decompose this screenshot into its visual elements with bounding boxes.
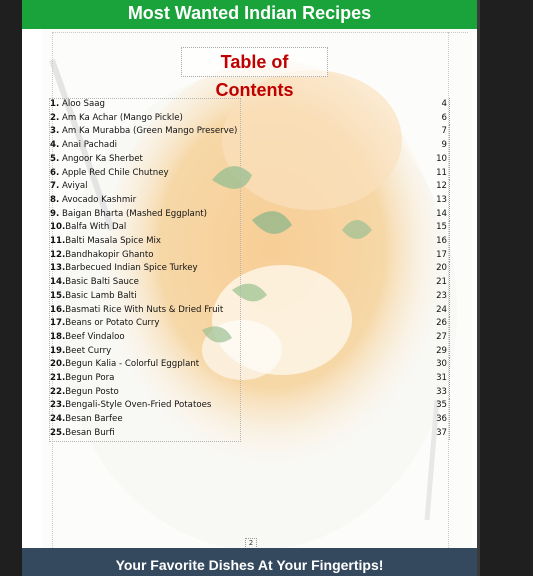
toc-entry[interactable] <box>50 167 450 180</box>
toc-entry[interactable] <box>50 221 450 234</box>
toc-entry-title: Baigan Bharta (Mashed Eggplant) <box>61 208 207 219</box>
toc-entry-title: Balfa With Dal <box>65 222 127 233</box>
toc-entry[interactable] <box>50 194 450 207</box>
toc-entry-page: 24 <box>435 304 450 317</box>
toc-entry-title: Besan Burfi <box>65 427 115 438</box>
toc-entry-number: 22. <box>50 386 66 397</box>
toc-entry[interactable] <box>50 139 450 152</box>
toc-entry-number: 14. <box>50 277 66 288</box>
toc-entry-number: 2. <box>50 112 60 123</box>
toc-entry-page: 27 <box>435 331 450 344</box>
toc-entry-title: Anai Pachadi <box>61 140 118 151</box>
toc-entry-number: 11. <box>50 236 66 246</box>
toc-entry[interactable] <box>50 413 450 426</box>
document-footer-banner: Your Favorite Dishes At Your Fingertips! <box>22 548 477 576</box>
toc-entry-page: 20 <box>435 262 450 275</box>
toc-entry-number: 16. <box>50 304 66 315</box>
toc-entry-number: 3. <box>50 126 60 137</box>
toc-entry-page: 15 <box>435 221 450 234</box>
toc-entry-number: 17. <box>50 318 66 329</box>
toc-entry-title: Begun Posto <box>65 386 119 397</box>
toc-entry[interactable] <box>50 345 450 358</box>
toc-entry-page: 10 <box>435 153 450 166</box>
toc-entry[interactable] <box>50 180 450 193</box>
toc-entry-number: 12. <box>50 249 66 260</box>
toc-entry-title: Basic Balti Sauce <box>65 277 139 288</box>
toc-entry-page: 11 <box>435 167 450 180</box>
toc-entry-number: 18. <box>50 331 66 342</box>
toc-entry-title: Barbecued Indian Spice Turkey <box>65 263 198 274</box>
toc-entry[interactable] <box>50 262 450 275</box>
toc-entry[interactable] <box>50 317 450 330</box>
toc-entry-number: 6. <box>50 167 60 178</box>
toc-entry-title: Begun Pora <box>65 373 115 383</box>
toc-entry-page: 33 <box>435 386 450 399</box>
toc-entry[interactable] <box>50 235 450 248</box>
toc-entry-page: 31 <box>435 372 450 385</box>
toc-entry-title: Beef Vindaloo <box>65 331 125 342</box>
toc-entry-title: Basic Lamb Balti <box>65 290 137 301</box>
toc-entry-title: Besan Barfee <box>65 414 123 425</box>
toc-entry-number: 1. <box>50 99 60 109</box>
toc-entry-title: Aviyal <box>61 181 88 192</box>
toc-entry-number: 8. <box>50 194 60 205</box>
toc-entry-page: 21 <box>435 276 450 289</box>
toc-entry-page: 36 <box>435 413 450 426</box>
toc-title: Table of Contents <box>181 47 328 77</box>
toc-entry-number: 4. <box>50 140 60 151</box>
margin-guide-top <box>52 32 468 33</box>
toc-entry-title: Bengali-Style Oven-Fried Potatoes <box>65 400 212 411</box>
toc-entry-page: 7 <box>435 125 450 138</box>
toc-entry[interactable] <box>50 372 450 385</box>
toc-entry-title: Beans or Potato Curry <box>65 318 160 329</box>
toc-entry-page: 37 <box>435 427 450 440</box>
toc-entry-title: Beet Curry <box>65 345 112 356</box>
toc-entry[interactable] <box>50 427 450 440</box>
toc-entry-number: 9. <box>50 208 60 219</box>
toc-entry-title: Apple Red Chile Chutney <box>61 167 169 178</box>
toc-entry-number: 15. <box>50 290 66 301</box>
toc-entry[interactable] <box>50 112 450 125</box>
toc-entry-title: Am Ka Achar (Mango Pickle) <box>61 112 183 123</box>
toc-entry-page: 29 <box>435 345 450 358</box>
toc-entry-title: Balti Masala Spice Mix <box>65 236 162 246</box>
toc-entry-number: 20. <box>50 359 66 370</box>
toc-entry-number: 25. <box>50 427 66 438</box>
page-number: 2 <box>245 538 257 549</box>
toc-entry-number: 24. <box>50 414 66 425</box>
toc-entry[interactable] <box>50 249 450 262</box>
toc-entry-page: 16 <box>435 235 450 248</box>
toc-entry-page: 35 <box>435 399 450 412</box>
document-header-banner: Most Wanted Indian Recipes <box>22 0 477 29</box>
toc-entry-number: 21. <box>50 373 66 383</box>
toc-entry-title: Am Ka Murabba (Green Mango Preserve) <box>61 126 238 137</box>
toc-entry-number: 10. <box>50 222 66 233</box>
toc-entry-page: 26 <box>435 317 450 330</box>
toc-entry[interactable] <box>50 208 450 221</box>
toc-entry-page: 12 <box>435 180 450 193</box>
toc-entry-title: Basmati Rice With Nuts & Dried Fruit <box>65 304 224 315</box>
toc-entry-title: Angoor Ka Sherbet <box>61 153 143 164</box>
toc-entry-page: 6 <box>435 112 450 125</box>
toc-entry[interactable] <box>50 98 450 111</box>
toc-entry-number: 23. <box>50 400 66 411</box>
toc-entry[interactable] <box>50 386 450 399</box>
toc-entry-title: Avocado Kashmir <box>61 194 137 205</box>
toc-entry[interactable] <box>50 290 450 303</box>
toc-entry-page: 14 <box>435 208 450 221</box>
toc-entry[interactable] <box>50 276 450 289</box>
viewer-scroll-edge <box>477 0 480 576</box>
toc-entry[interactable] <box>50 125 450 138</box>
toc-entry-page: 30 <box>435 358 450 371</box>
toc-entry[interactable] <box>50 304 450 317</box>
toc-entry-page: 9 <box>435 139 450 152</box>
toc-entry-page: 17 <box>435 249 450 262</box>
toc-entry[interactable] <box>50 358 450 371</box>
toc-entry-page: 23 <box>435 290 450 303</box>
toc-entry-title: Begun Kalia - Colorful Eggplant <box>65 359 200 370</box>
toc-entry-number: 13. <box>50 263 66 274</box>
toc-entry[interactable] <box>50 399 450 412</box>
toc-entry-number: 5. <box>50 153 60 164</box>
toc-entry-page: 13 <box>435 194 450 207</box>
toc-entry[interactable] <box>50 331 450 344</box>
toc-entry-number: 7. <box>50 181 60 192</box>
toc-entry-title: Bandhakopir Ghanto <box>65 249 154 260</box>
document-page <box>22 0 477 576</box>
toc-entry[interactable] <box>50 153 450 166</box>
toc-entry-page: 4 <box>435 98 450 111</box>
toc-entry-number: 19. <box>50 345 66 356</box>
toc-entry-title: Aloo Saag <box>61 99 105 109</box>
